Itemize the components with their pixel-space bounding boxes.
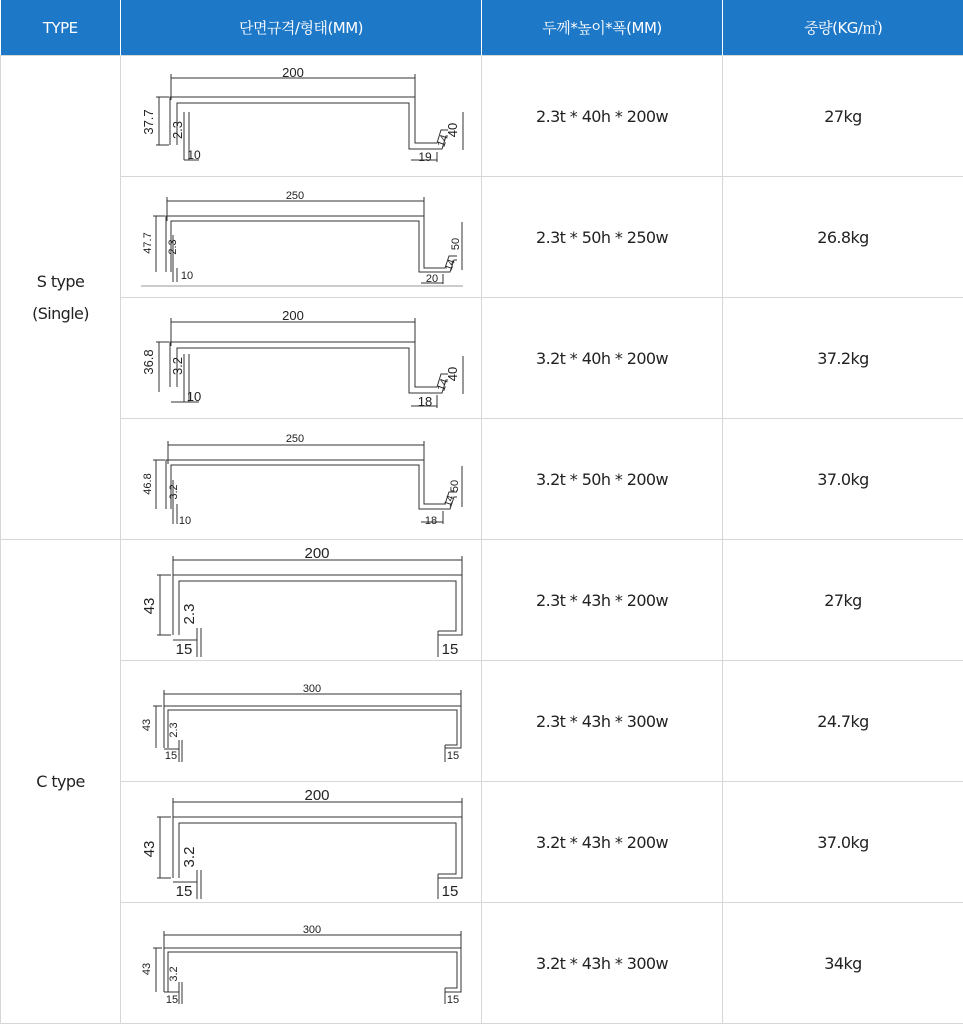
right-height-label: 50	[450, 237, 462, 251]
lip-label: 10	[187, 148, 201, 162]
height-label: 36.8	[141, 349, 156, 375]
width-label: 300	[302, 924, 322, 936]
foot-label: 20	[425, 273, 439, 285]
section-drawing	[121, 56, 482, 177]
c-profile-drawing	[121, 903, 482, 1023]
c-profile-drawing	[121, 782, 482, 902]
diag-label: 14	[435, 377, 451, 393]
header-dims: 두께*높이*폭(MM)	[482, 0, 723, 56]
header-weight: 중량(KG/㎡)	[723, 0, 963, 56]
thickness-label: 2.3	[181, 603, 198, 625]
weight-cell: 24.7kg	[723, 661, 963, 782]
table-row	[1, 56, 963, 177]
type-name: C type	[36, 771, 85, 791]
dims-cell: 3.2t * 43h * 300w	[482, 903, 723, 1024]
dims-cell: 2.3t * 43h * 200w	[482, 540, 723, 661]
lip-label: 10	[180, 270, 194, 282]
s-profile-drawing	[121, 298, 482, 418]
left-lip-label: 15	[175, 641, 193, 658]
thickness-label: 2.3	[168, 722, 180, 738]
table-row	[1, 540, 963, 661]
section-drawing	[121, 903, 482, 1024]
diag-label: 14	[442, 494, 457, 509]
width-label: 200	[282, 308, 304, 323]
thickness-label: 2.3	[167, 239, 179, 255]
header-section: 단면규격/형태(MM)	[121, 0, 482, 56]
table-row	[1, 298, 963, 419]
width-label: 200	[304, 545, 330, 562]
left-lip-label: 15	[164, 750, 178, 762]
lip-label: 10	[186, 389, 202, 404]
dims-cell: 3.2t * 43h * 200w	[482, 782, 723, 903]
right-height-label: 50	[449, 479, 461, 493]
table-row	[1, 177, 963, 298]
width-label: 200	[282, 65, 304, 80]
dims-cell: 2.3t * 43h * 300w	[482, 661, 723, 782]
dims-cell: 3.2t * 50h * 200w	[482, 419, 723, 540]
section-drawing	[121, 419, 482, 540]
diag-label: 14	[435, 133, 451, 149]
width-label: 300	[302, 683, 322, 695]
width-label: 250	[285, 190, 305, 202]
height-label: 43	[141, 840, 158, 858]
right-lip-label: 15	[446, 750, 460, 762]
section-drawing	[121, 177, 482, 298]
right-lip-label: 15	[441, 883, 459, 900]
type-name: S type	[36, 271, 85, 291]
left-lip-label: 15	[175, 883, 193, 900]
type-subname: (Single)	[32, 303, 89, 323]
s-profile-drawing	[121, 56, 482, 176]
section-drawing	[121, 540, 482, 661]
table-row	[1, 661, 963, 782]
table-row	[1, 419, 963, 540]
weight-cell: 34kg	[723, 903, 963, 1024]
weight-cell: 37.0kg	[723, 782, 963, 903]
weight-cell: 37.2kg	[723, 298, 963, 419]
type-cell-s	[1, 56, 121, 540]
header-type: TYPE	[1, 0, 121, 56]
right-height-label: 40	[445, 366, 460, 382]
weight-cell: 37.0kg	[723, 419, 963, 540]
foot-label: 18	[424, 515, 438, 527]
s-profile-drawing	[121, 177, 482, 297]
foot-label: 18	[417, 394, 433, 409]
table-row	[1, 903, 963, 1024]
foot-label: 19	[418, 150, 432, 164]
table-row	[1, 782, 963, 903]
c-profile-drawing	[121, 540, 482, 660]
s-profile-drawing	[121, 419, 482, 539]
section-drawing	[121, 661, 482, 782]
thickness-label: 3.2	[181, 846, 198, 868]
weight-cell: 27kg	[723, 540, 963, 661]
height-label: 43	[141, 718, 153, 732]
diag-label: 14	[443, 258, 458, 273]
height-label: 43	[141, 962, 153, 976]
thickness-label: 3.2	[168, 484, 180, 500]
width-label: 250	[285, 433, 305, 445]
table-header-row	[1, 0, 963, 56]
thickness-label: 2.3	[170, 120, 185, 140]
left-lip-label: 15	[165, 994, 179, 1006]
section-drawing	[121, 782, 482, 903]
section-drawing	[121, 298, 482, 419]
thickness-label: 3.2	[168, 966, 180, 982]
dims-cell: 2.3t * 40h * 200w	[482, 56, 723, 177]
lip-label: 10	[178, 515, 192, 527]
right-height-label: 40	[445, 122, 460, 138]
c-profile-drawing	[121, 661, 482, 781]
height-label: 37.7	[141, 109, 156, 135]
right-lip-label: 15	[441, 641, 459, 658]
dims-cell: 2.3t * 50h * 250w	[482, 177, 723, 298]
dims-cell: 3.2t * 40h * 200w	[482, 298, 723, 419]
thickness-label: 3.2	[170, 356, 185, 376]
weight-cell: 26.8kg	[723, 177, 963, 298]
right-lip-label: 15	[446, 994, 460, 1006]
height-label: 46.8	[142, 473, 154, 495]
weight-cell: 27kg	[723, 56, 963, 177]
width-label: 200	[304, 787, 330, 804]
height-label: 43	[141, 597, 158, 615]
height-label: 47.7	[142, 232, 154, 254]
type-cell-c	[1, 540, 121, 1024]
